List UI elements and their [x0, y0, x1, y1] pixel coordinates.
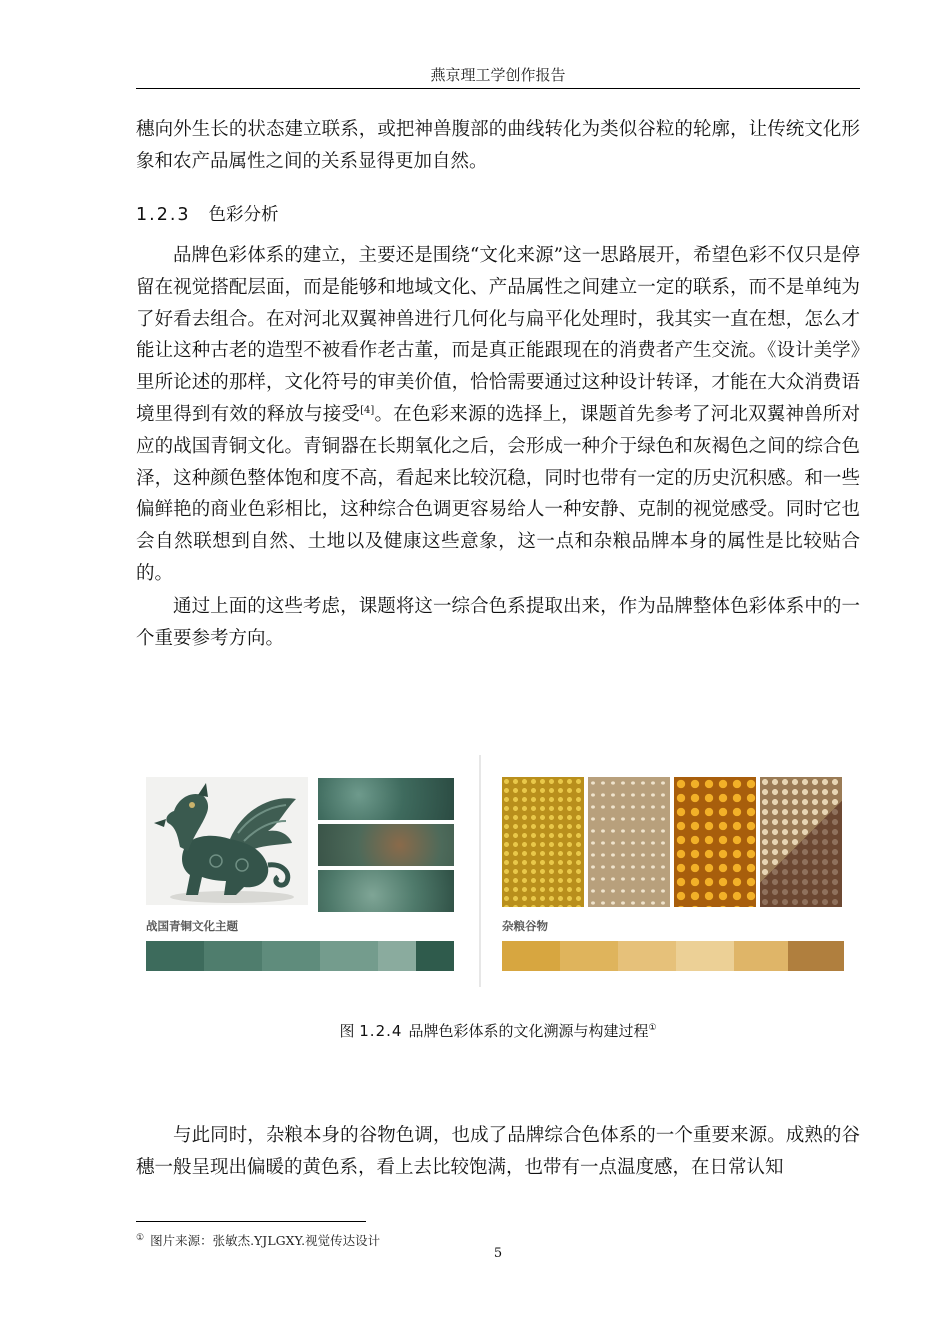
- grain-swatch-3: [618, 941, 676, 971]
- caption-text: 品牌色彩体系的文化溯源与构建过程: [408, 1022, 649, 1040]
- paragraph-text-1: 品牌色彩体系的建立，主要还是围绕“文化来源”这一思路展开，希望色彩不仅只是停留在视觉搭配层面，而是能够和地域文化、产品属性之间建立一定的联系，而不是单纯为了好看去组合。在对河北双翼神兽进行几何化与扁平化处理时，我其实一直在想，怎么才能让这种古老的造型不被看作老古董，而是真正能跟现在的消费者产生交流。《设计美学》里所论述的那样，文化符号的审美价值，恰恰需要通过这种设计转译，才能在大众消费语境里得到有效的释放与接受: [136, 245, 860, 425]
- page-number: 5: [493, 1246, 503, 1261]
- bronze-swatch-3: [262, 941, 320, 971]
- bronze-swatch-1: [146, 941, 204, 971]
- page-header-title: 燕京理工学创作报告: [430, 66, 566, 84]
- grain-swatch-5: [734, 941, 788, 971]
- grain-theme-label: 杂粮谷物: [502, 919, 548, 933]
- mixed-grains-image: [760, 777, 842, 907]
- footnote-text: 图片来源：张敏杰.YJLGXY.视觉传达设计: [150, 1233, 381, 1248]
- bronze-swatch-2: [204, 941, 262, 971]
- section-number: 1.2.3: [136, 205, 191, 225]
- bronze-beast-image: [146, 777, 308, 905]
- corn-image: [674, 777, 756, 907]
- oats-image: [588, 777, 670, 907]
- grain-swatch-1: [502, 941, 560, 971]
- header-rule: [136, 88, 860, 89]
- millet-image: [502, 777, 584, 907]
- paragraph-color-analysis: [136, 240, 860, 590]
- bronze-swatch-5: [378, 941, 416, 971]
- paragraph-conclusion: 通过上面的这些考虑，课题将这一综合色系提取出来，作为品牌整体色彩体系中的一个重要参考方向。: [136, 596, 860, 649]
- bronze-swatch-6: [416, 941, 454, 971]
- bronze-texture-1: [318, 778, 454, 820]
- grain-swatch-2: [560, 941, 618, 971]
- paragraph-continuation: 穗向外生长的状态建立联系，或把神兽腹部的曲线转化为类似谷粒的轮廓，让传统文化形象和农产品属性之间的关系显得更加自然。: [136, 119, 860, 172]
- footnote-rule: [136, 1221, 366, 1222]
- section-heading: [136, 201, 279, 226]
- caption-footnote-mark: ①: [648, 1023, 657, 1033]
- bronze-beast-illustration: [146, 777, 308, 905]
- footnote-mark: ①: [136, 1232, 145, 1243]
- paragraph-text-2: 。在色彩来源的选择上，课题首先参考了河北双翼神兽所对应的战国青铜文化。青铜器在长期氧化之后，会形成一种介于绿色和灰褐色之间的综合色泽，这种颜色整体饱和度不高，看起来比较沉稳，同时也带有一定的历史沉积感。和一些偏鲜艳的商业色彩相比，这种综合色调更容易给人一种安静、克制的视觉感受。同时它也会自然联想到自然、土地以及健康这些意象，这一点和杂粮品牌本身的属性是比较贴合的。: [136, 403, 860, 584]
- bronze-swatch-4: [320, 941, 378, 971]
- figure-color-system: [136, 755, 860, 987]
- figure-divider: [479, 755, 481, 987]
- grain-swatch-4: [676, 941, 734, 971]
- figure-caption: [136, 1020, 860, 1041]
- section-title: 色彩分析: [208, 205, 279, 225]
- bronze-texture-3: [318, 870, 454, 912]
- bronze-texture-2: [318, 824, 454, 866]
- paragraph-grain-colors: 与此同时，杂粮本身的谷物色调，也成了品牌综合色体系的一个重要来源。成熟的谷穗一般呈现出偏暖的黄色系，看上去比较饱满，也带有一点温度感，在日常认知: [136, 1125, 860, 1178]
- bronze-theme-label: 战国青铜文化主题: [146, 919, 238, 933]
- citation-ref: [4]: [360, 404, 375, 416]
- caption-number: 1.2.4: [359, 1022, 403, 1040]
- caption-prefix: 图: [339, 1022, 355, 1040]
- grain-swatch-6: [788, 941, 844, 971]
